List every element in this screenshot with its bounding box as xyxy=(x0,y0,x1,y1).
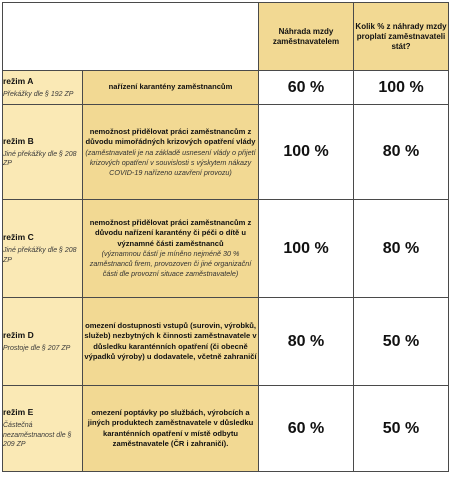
regime-name: režim B xyxy=(3,135,34,146)
regime-obstacle: Překážky dle § 192 ZP xyxy=(3,90,74,98)
reason-cell xyxy=(83,386,259,472)
state-share-value: 100 % xyxy=(354,71,449,105)
reason-note: (zaměstnavateli je na základě usnesení vlády o přijetí krizových opatření v souvislosti s výskytem nákazy COVID-19 nařízeno uzavření provozu) xyxy=(85,147,256,177)
state-share-value: 80 % xyxy=(354,105,449,200)
reason-text: nemožnost přidělovat práci zaměstnancům z důvodu mimořádných krizových opatření vlády xyxy=(85,126,256,146)
reason-text: omezení poptávky po službách, výrobcích a jiných produktech zaměstnavatele v důsledku karanténních opatření v místě odbytu zaměstnavatele (ČR i zahraničí). xyxy=(87,407,254,448)
regime-obstacle: Jiné překážky dle § 208 ZP xyxy=(3,247,77,264)
state-share-value: 50 % xyxy=(354,386,449,472)
table-row xyxy=(3,105,449,200)
regime-label-cell xyxy=(3,298,83,386)
reason-text: omezení dostupnosti vstupů (surovin, výrobků, služeb) nezbytných k činnosti zaměstnavatele v důsledku karanténních opatření (či obecně výpadků výroby) u dodavatele, včetně zahraničí xyxy=(84,320,257,361)
compensation-value: 80 % xyxy=(259,298,354,386)
reason-cell xyxy=(83,298,259,386)
reason-text: nařízení karantény zaměstnancům xyxy=(108,82,233,92)
header-state-share: Kolik % z náhrady mzdy proplatí zaměstnavateli stát? xyxy=(354,3,449,71)
regime-label-cell xyxy=(3,71,83,105)
compensation-value: 100 % xyxy=(259,200,354,298)
table-row xyxy=(3,71,449,105)
reason-cell xyxy=(83,200,259,298)
regime-name: režim A xyxy=(3,75,34,86)
regime-name: režim C xyxy=(3,232,34,242)
regime-label-cell xyxy=(3,200,83,298)
header-compensation: Náhrada mzdy zaměstnavatelem xyxy=(259,3,354,71)
state-share-value: 50 % xyxy=(354,298,449,386)
header-blank-cell xyxy=(3,3,259,71)
state-share-value: 80 % xyxy=(354,200,449,298)
table-header-row xyxy=(3,3,449,71)
regime-obstacle: Částečná nezaměstnanost dle § 209 ZP xyxy=(3,422,72,449)
reason-note: (významnou částí je míněno nejméně 30 % zaměstnanců firem, provozoven či jiné organizační části dle provozní situace zaměstnavatele) xyxy=(89,249,252,279)
table-row xyxy=(3,386,449,472)
compensation-value: 60 % xyxy=(259,71,354,105)
table-row xyxy=(3,200,449,298)
regime-name: režim E xyxy=(3,407,34,418)
compensation-value: 100 % xyxy=(259,105,354,200)
regime-obstacle: Prostoje dle § 207 ZP xyxy=(3,344,71,352)
regime-obstacle: Jiné překážky dle § 208 ZP xyxy=(3,150,77,167)
regime-label-cell xyxy=(3,386,83,472)
regime-name: režim D xyxy=(3,329,34,340)
table-row xyxy=(3,298,449,386)
reason-text: nemožnost přidělovat práci zaměstnancům z důvodu nařízení karantény či péči o dítě u významné části zaměstnanců xyxy=(89,217,252,248)
compensation-regimes-table xyxy=(2,2,449,472)
reason-cell xyxy=(83,105,259,200)
regime-label-cell xyxy=(3,105,83,200)
compensation-value: 60 % xyxy=(259,386,354,472)
reason-cell xyxy=(83,71,259,105)
